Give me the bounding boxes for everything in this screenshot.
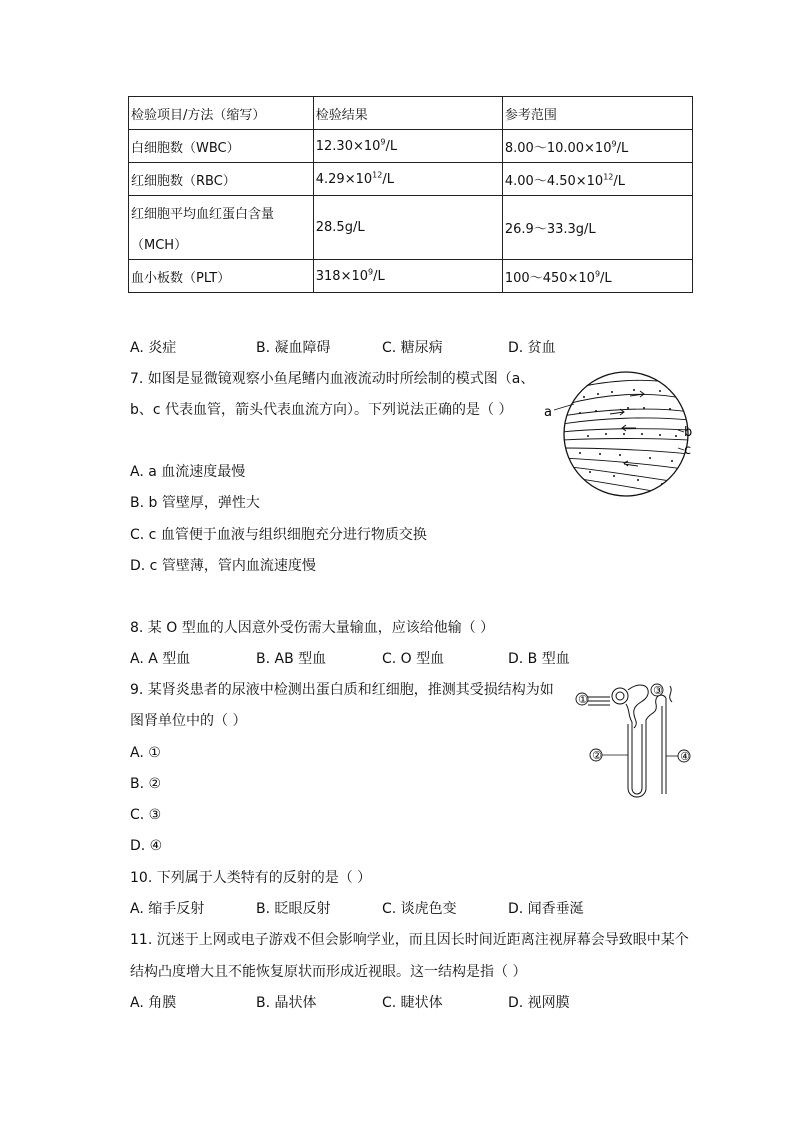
q7-option-d[interactable]: D. c 管壁薄，管内血流速度慢: [130, 558, 316, 574]
option-a[interactable]: A. 炎症: [130, 340, 177, 356]
q9-stem-line2: 图肾单位中的（ ）: [130, 713, 247, 729]
table-header-cell: 检验项目/方法（缩写）: [129, 97, 314, 130]
option-a[interactable]: A. A 型血: [130, 651, 191, 667]
label-a: a: [544, 405, 552, 420]
option-c[interactable]: C. 睫状体: [382, 995, 443, 1011]
option-d[interactable]: D. 视网膜: [508, 995, 570, 1011]
table-cell-range: 26.9～33.3g/L: [502, 196, 692, 260]
q7-stem-line2: b、c 代表血管，箭头代表血流方向）。下列说法正确的是（ ）: [130, 402, 513, 418]
table-cell-range: $8.00\sim 10.00\times 10^9/L$: [502, 130, 692, 163]
table-cell-item: 红细胞平均血红蛋白含量 （MCH）: [129, 196, 314, 260]
table-cell-result: $318\times 10^9/L$: [313, 260, 502, 293]
option-d[interactable]: D. 贫血: [508, 340, 556, 356]
option-a[interactable]: A. 角膜: [130, 995, 177, 1011]
table-cell-result: $4.29\times 10^{12}/L$: [313, 163, 502, 196]
table-row: [129, 130, 693, 163]
q11-stem-line1: 11. 沉迷于上网或电子游戏不但会影响学业，而且因长时间近距离注视屏幕会导致眼中某个: [130, 932, 689, 948]
table-cell-item: 血小板数（PLT）: [129, 260, 314, 293]
q7-option-a[interactable]: A. a 血流速度最慢: [130, 464, 246, 480]
table-cell-range: $100\sim 450\times 10^9/L$: [502, 260, 692, 293]
option-c[interactable]: C. O 型血: [382, 651, 445, 667]
table-header-cell: 参考范围: [502, 97, 692, 130]
q7-stem-line1: 7. 如图是显微镜观察小鱼尾鳍内血液流动时所绘制的模式图（a、: [130, 371, 535, 387]
option-b[interactable]: B. 眨眼反射: [256, 901, 331, 917]
option-b[interactable]: B. 凝血障碍: [256, 340, 331, 356]
table-cell-range: $4.00\sim 4.50\times 10^{12}/L$: [502, 163, 692, 196]
q11-stem-line2: 结构凸度增大且不能恢复原状而形成近视眼。这一结构是指（ ）: [130, 964, 527, 980]
q8-stem: 8. 某 O 型血的人因意外受伤需大量输血，应该给他输（ ）: [130, 620, 495, 636]
q9-option-c[interactable]: C. ③: [130, 807, 162, 823]
label-1: ①: [578, 693, 588, 706]
option-b[interactable]: B. AB 型血: [256, 651, 327, 667]
option-c[interactable]: C. 糖尿病: [382, 340, 443, 356]
label-2: ②: [592, 749, 602, 762]
q10-options: [130, 899, 634, 919]
fish-fin-blood-flow-figure: [540, 366, 700, 500]
option-d[interactable]: D. 闻香垂涎: [508, 901, 584, 917]
q11-options: [130, 993, 634, 1013]
table-row: [129, 196, 693, 260]
label-c: c: [684, 443, 692, 458]
table-cell-item: 红细胞数（RBC）: [129, 163, 314, 196]
q9-option-d[interactable]: D. ④: [130, 838, 163, 854]
q7-option-b[interactable]: B. b 管壁厚，弹性大: [130, 495, 260, 511]
q9-option-a[interactable]: A. ①: [130, 745, 161, 761]
option-c[interactable]: C. 谈虎色变: [382, 901, 457, 917]
option-d[interactable]: D. B 型血: [508, 651, 570, 667]
nephron-figure: [570, 676, 700, 802]
microscope-field: [564, 372, 688, 496]
table-header-cell: 检验结果: [313, 97, 502, 130]
table-row: [129, 260, 693, 293]
q6-options: [130, 338, 634, 358]
label-3: ③: [653, 684, 663, 697]
lab-results-table: [128, 96, 693, 293]
option-a[interactable]: A. 缩手反射: [130, 901, 205, 917]
table-cell-result: 28.5g/L: [313, 196, 502, 260]
table-row: [129, 163, 693, 196]
option-b[interactable]: B. 晶状体: [256, 995, 317, 1011]
q9-stem-line1: 9. 某肾炎患者的尿液中检测出蛋白质和红细胞，推测其受损结构为如: [130, 682, 554, 698]
q8-options: [130, 649, 634, 669]
label-b: b: [684, 425, 693, 440]
q9-option-b[interactable]: B. ②: [130, 776, 162, 792]
table-cell-item: 白细胞数（WBC）: [129, 130, 314, 163]
table-cell-result: $12.30\times 10^9/L$: [313, 130, 502, 163]
table-header-row: [129, 97, 693, 130]
q7-option-c[interactable]: C. c 血管便于血液与组织细胞充分进行物质交换: [130, 527, 427, 543]
label-4: ④: [680, 750, 690, 763]
q10-stem: 10. 下列属于人类特有的反射的是（ ）: [130, 870, 372, 886]
